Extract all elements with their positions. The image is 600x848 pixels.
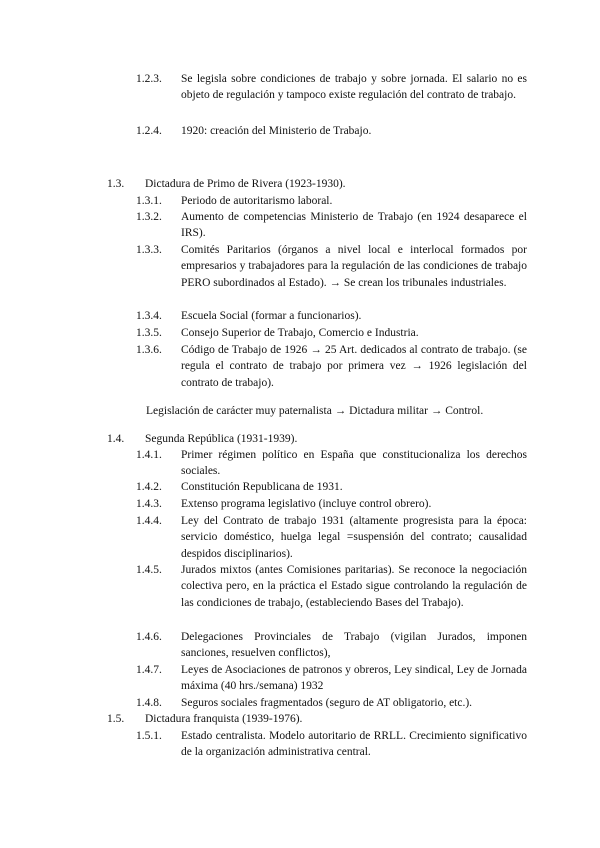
item-number: 1.3.6. bbox=[136, 344, 162, 356]
item-text: Escuela Social (formar a funcionarios). bbox=[181, 310, 362, 322]
item-number: 1.3.5. bbox=[136, 327, 162, 339]
item-number: 1.2.4. bbox=[136, 125, 162, 137]
item-text: Ley del Contrato de trabajo 1931 (altamente progresista para la época: servicio doméstico, huelga legal =suspensión del contrato; causalidad despidos disciplinarios). bbox=[181, 515, 527, 560]
item-number: 1.5.1. bbox=[136, 730, 162, 742]
item-text: Extenso programa legislativo (incluye control obrero). bbox=[181, 498, 432, 510]
section-number: 1.4. bbox=[107, 433, 125, 445]
section-note: Legislación de carácter muy paternalista → Dictadura militar → Control. bbox=[146, 405, 484, 417]
item-number: 1.4.3. bbox=[136, 498, 162, 510]
item-text: Comités Paritarios (órganos a nivel local e interlocal formados por empresarios y trabajadores para la regulación de las condiciones de trabajo PERO subordinados al Estado). → Se crean los tribunales industriales. bbox=[181, 244, 527, 289]
item-text: Se legisla sobre condiciones de trabajo y sobre jornada. El salario no es objeto de regulación y tampoco existe regulación del contrato de trabajo. bbox=[181, 73, 527, 102]
item-text: Jurados mixtos (antes Comisiones paritarias). Se reconoce la negociación colectiva pero, en la práctica el Estado sigue controlando la regulación de las condiciones de trabajo, (estableciendo Bases del Trabajo). bbox=[181, 564, 527, 609]
item-text: Delegaciones Provinciales de Trabajo (vigilan Jurados, imponen sanciones, resuelven conflictos), bbox=[181, 631, 527, 660]
section-title: Dictadura de Primo de Rivera (1923-1930). bbox=[145, 178, 346, 190]
item-text: Seguros sociales fragmentados (seguro de AT obligatorio, etc.). bbox=[181, 697, 473, 709]
item-text: Aumento de competencias Ministerio de Trabajo (en 1924 desaparece el IRS). bbox=[181, 211, 527, 240]
item-text: Consejo Superior de Trabajo, Comercio e Industria. bbox=[181, 327, 419, 339]
item-number: 1.4.4. bbox=[136, 515, 162, 527]
section-number: 1.5. bbox=[107, 713, 125, 725]
item-number: 1.3.2. bbox=[136, 211, 162, 223]
item-text: Periodo de autoritarismo laboral. bbox=[181, 195, 333, 207]
item-number: 1.2.3. bbox=[136, 73, 162, 85]
item-number: 1.3.3. bbox=[136, 244, 162, 256]
item-text: Código de Trabajo de 1926 → 25 Art. dedicados al contrato de trabajo. (se regula el contrato de trabajo por primera vez → 1926 legislación del contrato de trabajo). bbox=[181, 344, 527, 389]
item-number: 1.4.7. bbox=[136, 664, 162, 676]
section-title: Segunda República (1931-1939). bbox=[145, 433, 298, 445]
item-number: 1.4.1. bbox=[136, 449, 162, 461]
section-title: Dictadura franquista (1939-1976). bbox=[145, 713, 303, 725]
item-number: 1.4.6. bbox=[136, 631, 162, 643]
item-text: Primer régimen político en España que constitucionaliza los derechos sociales. bbox=[181, 449, 527, 478]
item-number: 1.3.4. bbox=[136, 310, 162, 322]
section-number: 1.3. bbox=[107, 178, 125, 190]
item-text: Constitución Republicana de 1931. bbox=[181, 481, 343, 493]
item-text: 1920: creación del Ministerio de Trabajo. bbox=[181, 125, 372, 137]
item-number: 1.3.1. bbox=[136, 195, 162, 207]
item-text: Leyes de Asociaciones de patronos y obreros, Ley sindical, Ley de Jornada máxima (40 hrs./semana) 1932 bbox=[181, 664, 527, 693]
item-number: 1.4.2. bbox=[136, 481, 162, 493]
item-text: Estado centralista. Modelo autoritario de RRLL. Crecimiento significativo de la organización administrativa central. bbox=[181, 730, 527, 759]
item-number: 1.4.8. bbox=[136, 697, 162, 709]
item-number: 1.4.5. bbox=[136, 564, 162, 576]
